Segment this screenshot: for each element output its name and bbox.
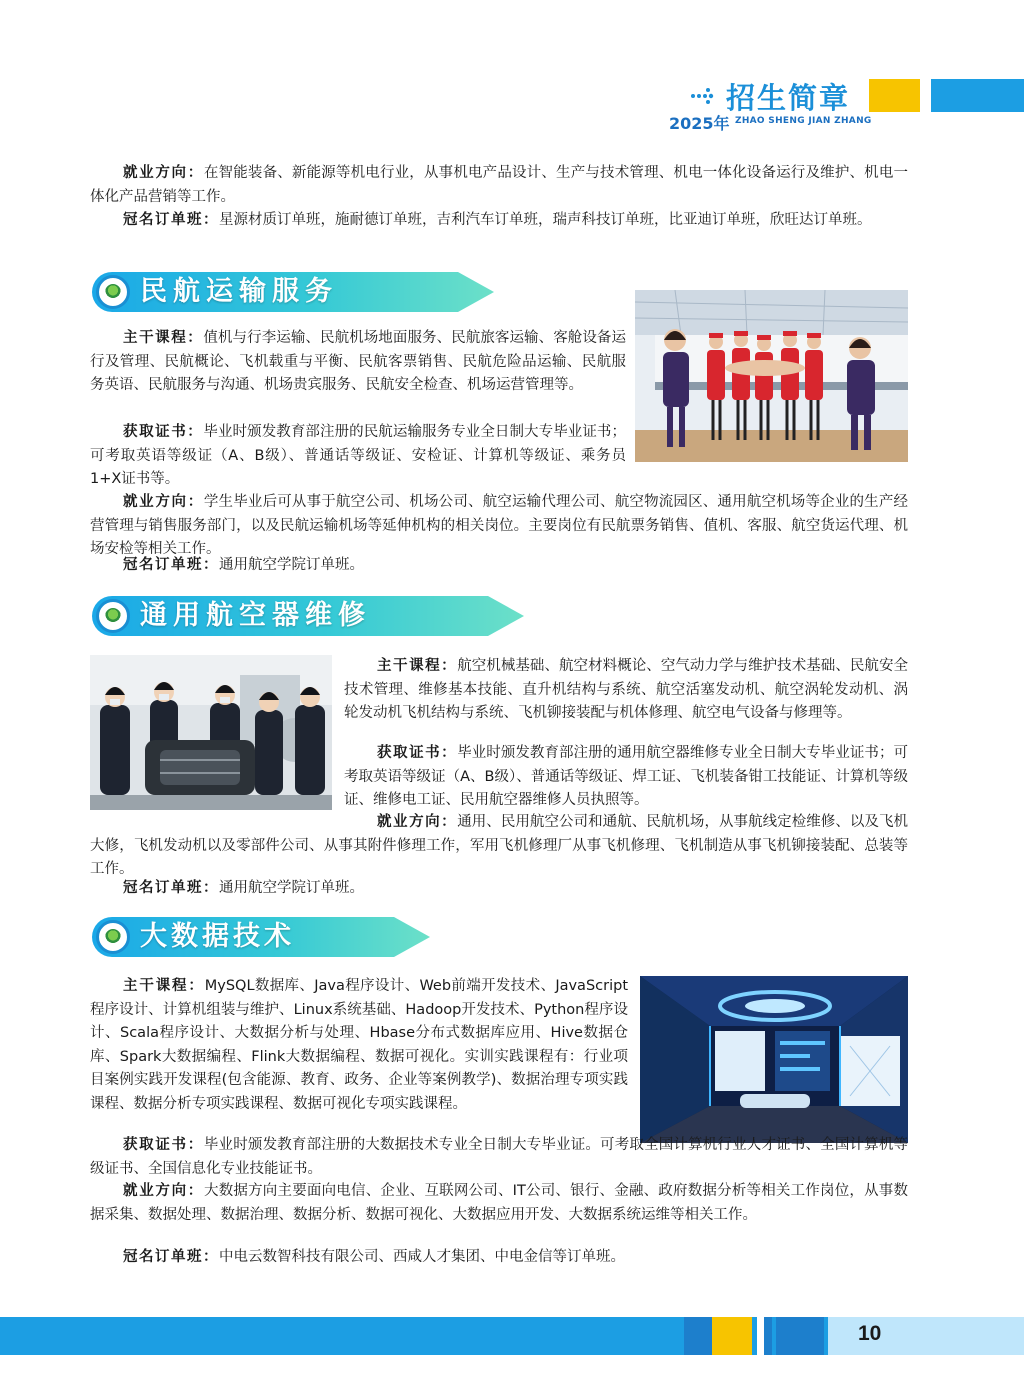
intro-career-paragraph bbox=[90, 162, 908, 209]
s3-order-text: 中电云数智科技有限公司、西咸人才集团、中电金信等订单班。 bbox=[219, 1249, 625, 1265]
header-yellow-block bbox=[869, 79, 920, 112]
s2-cert-label: 获取证书： bbox=[377, 745, 458, 761]
s1-cert-text: 毕业时颁发教育部注册的民航运输服务专业全日制大专毕业证书；可考取英语等级证（A、B级）、普通话等级证、安检证、计算机等级证、乘务员1+X证书等。 bbox=[90, 424, 627, 487]
s3-course-label: 主干课程： bbox=[123, 978, 205, 994]
s2-career-paragraph bbox=[90, 811, 908, 882]
header-pinyin: ZHAO SHENG JIAN ZHANG bbox=[735, 116, 872, 126]
footer-stripe-dark bbox=[764, 1317, 772, 1355]
intro-order-paragraph bbox=[90, 209, 908, 233]
header-blue-block bbox=[931, 79, 1024, 112]
section-banner-big-data bbox=[92, 917, 430, 957]
s2-cert-paragraph bbox=[344, 742, 908, 813]
s1-order-text: 通用航空学院订单班。 bbox=[219, 557, 364, 573]
s2-course-text: 航空机械基础、航空材料概论、空气动力学与维护技术基础、民航安全技术管理、维修基本技能、直升机结构与系统、航空活塞发动机、航空涡轮发动机、涡轮发动机飞机结构与系统、飞机铆接装配与机体修理、航空电气设备与修理等。 bbox=[344, 658, 909, 721]
s3-order-label: 冠名订单班： bbox=[123, 1249, 219, 1265]
s3-course-paragraph bbox=[90, 975, 628, 1116]
s2-career-label: 就业方向： bbox=[377, 814, 458, 830]
photo-big-data-lab bbox=[640, 976, 908, 1143]
s2-course-paragraph bbox=[344, 655, 908, 726]
intro-career-text: 在智能装备、新能源等机电行业，从事机电产品设计、生产与技术管理、机电一体化设备运行及维护、机电一体化产品营销等工作。 bbox=[90, 165, 909, 205]
section-title: 通用航空器维修 bbox=[140, 600, 371, 631]
footer-stripe bbox=[757, 1317, 764, 1355]
section-title: 大数据技术 bbox=[140, 921, 295, 952]
s1-career-label: 就业方向： bbox=[123, 494, 204, 510]
s3-career-label: 就业方向： bbox=[123, 1183, 204, 1199]
header-year: 2025年 bbox=[669, 114, 730, 133]
school-logo-icon bbox=[96, 599, 130, 633]
page-number: 10 bbox=[858, 1322, 882, 1345]
s1-career-paragraph bbox=[90, 491, 908, 562]
section-banner-civil-aviation bbox=[92, 272, 494, 312]
s1-course-paragraph bbox=[90, 327, 626, 398]
footer-block-mid bbox=[776, 1317, 824, 1355]
s2-course-label: 主干课程： bbox=[377, 658, 458, 674]
s2-order-label: 冠名订单班： bbox=[123, 880, 219, 896]
photo-flight-attendants bbox=[635, 290, 908, 462]
s2-career-text: 通用、民用航空公司和通航、民航机场，从事航线定检维修、以及飞机大修，飞机发动机以及零部件公司、从事其附件修理工作，军用飞机修理厂从事飞机修理、飞机制造从事飞机铆接装配、总装等工作。 bbox=[90, 814, 909, 877]
section-title: 民航运输服务 bbox=[140, 276, 338, 307]
intro-order-text: 星源材质订单班，施耐德订单班，吉利汽车订单班，瑞声科技订单班，比亚迪订单班，欣旺达订单班。 bbox=[219, 212, 872, 228]
s2-cert-text: 毕业时颁发教育部注册的通用航空器维修专业全日制大专毕业证书；可考取英语等级证（A、B级）、普通话等级证、焊工证、飞机装备钳工技能证、计算机等级证、维修电工证、民用航空器维修人员执照等。 bbox=[344, 745, 909, 808]
dots-arrow-icon bbox=[690, 86, 716, 106]
s3-cert-label: 获取证书： bbox=[123, 1137, 204, 1153]
school-logo-icon bbox=[96, 275, 130, 309]
s3-cert-text: 毕业时颁发教育部注册的大数据技术专业全日制大专毕业证。可考取全国计算机行业人才证书、全国计算机等级证书、全国信息化专业技能证书。 bbox=[90, 1137, 909, 1177]
s3-cert-paragraph bbox=[90, 1134, 908, 1181]
school-logo-icon bbox=[96, 920, 130, 954]
intro-career-label: 就业方向： bbox=[123, 165, 204, 181]
footer-block-dark bbox=[684, 1317, 712, 1355]
s1-cert-label: 获取证书： bbox=[123, 424, 204, 440]
s3-order-paragraph bbox=[90, 1246, 908, 1270]
s1-order-paragraph bbox=[90, 554, 908, 578]
s3-course-text: MySQL数据库、Java程序设计、Web前端开发技术、JavaScript程序设计、计算机组装与维护、Linux系统基础、Hadoop开发技术、Python程序设计、Scala程序设计、大数据分析与处理、Hbase分布式数据库应用、Hive数据仓库、Spark大数据编程、Flink大数据编程、数据可视化。实训实践课程有：行业项目案例实践开发课程(包含能源、教育、政务、企业等案例教学)、数据治理专项实践课程、数据分析专项实践课程、数据可视化专项实践课程。 bbox=[90, 978, 629, 1112]
s1-cert-paragraph bbox=[90, 421, 626, 492]
s1-course-label: 主干课程： bbox=[123, 330, 204, 346]
photo-engine-workshop bbox=[90, 655, 332, 810]
s3-career-text: 大数据方向主要面向电信、企业、互联网公司、IT公司、银行、金融、政府数据分析等相关工作岗位，从事数据采集、数据处理、数据治理、数据分析、数据可视化、大数据应用开发、大数据系统运维等相关工作。 bbox=[90, 1183, 908, 1223]
s2-order-paragraph bbox=[90, 877, 908, 901]
section-banner-aircraft-maintenance bbox=[92, 596, 524, 636]
s2-order-text: 通用航空学院订单班。 bbox=[219, 880, 364, 896]
s1-career-text: 学生毕业后可从事于航空公司、机场公司、航空运输代理公司、航空物流园区、通用航空机场等企业的生产经营管理与销售服务部门，以及民航运输机场等延伸机构的相关岗位。主要岗位有民航票务销售、值机、客服、航空货运代理、机场安检等相关工作。 bbox=[90, 494, 909, 557]
footer-block-yellow bbox=[712, 1317, 752, 1355]
header-title: 招生简章 bbox=[726, 81, 851, 115]
s1-order-label: 冠名订单班： bbox=[123, 557, 219, 573]
intro-order-label: 冠名订单班： bbox=[123, 212, 219, 228]
s1-course-text: 值机与行李运输、民航机场地面服务、民航旅客运输、客舱设备运行及管理、民航概论、飞机载重与平衡、民航客票销售、民航危险品运输、民航服务英语、民航服务与沟通、机场贵宾服务、民航安全检查、机场运营管理等。 bbox=[90, 330, 627, 393]
s3-career-paragraph bbox=[90, 1180, 908, 1227]
